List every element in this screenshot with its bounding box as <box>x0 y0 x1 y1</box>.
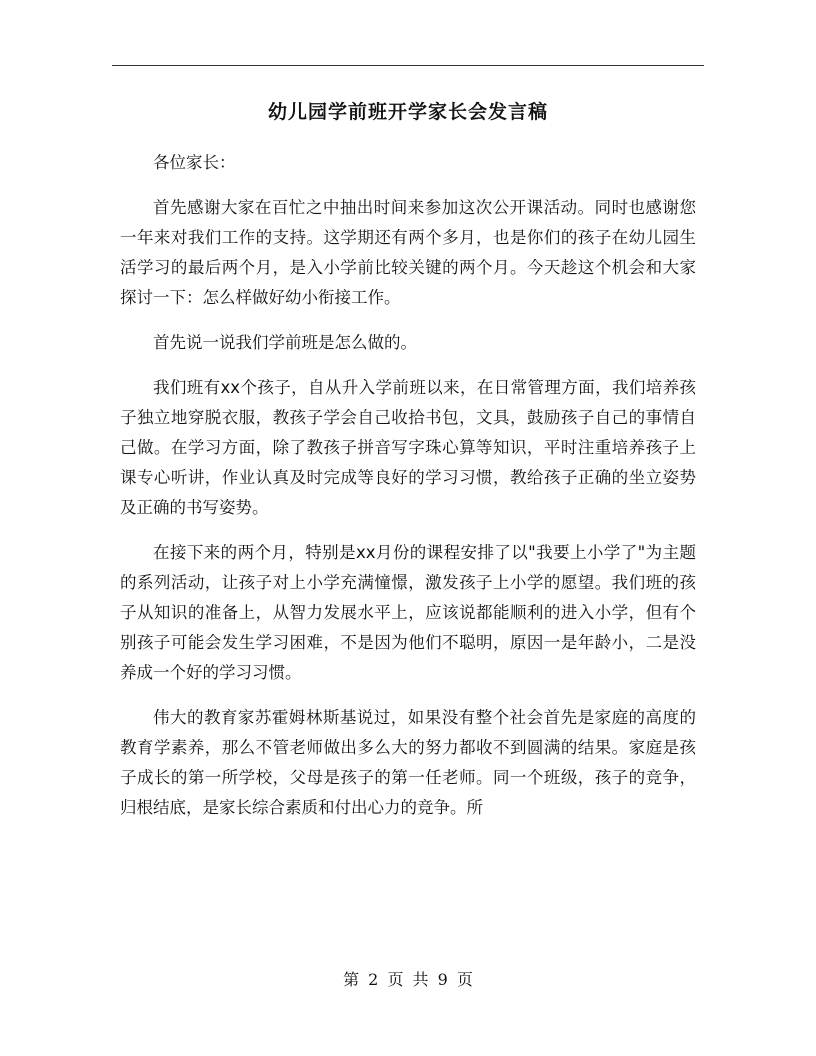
page-number-footer: 第 2 页 共 9 页 <box>343 970 473 989</box>
body-paragraph: 我们班有xx个孩子，自从升入学前班以来，在日常管理方面，我们培养孩子独立地穿脱衣服，教孩子学会自己收拾书包，文具，鼓励孩子自己的事情自己做。在学习方面，除了教孩子拼音写字珠心算等知识，平时注重培养孩子上课专心听讲，作业认真及时完成等良好的学习习惯，教给孩子正确的坐立姿势及正确的书写姿势。 <box>120 378 696 517</box>
salutation-paragraph: 各位家长： <box>153 153 236 172</box>
body-paragraph: 首先说一说我们学前班是怎么做的。 <box>153 333 417 352</box>
header-rule <box>112 65 704 66</box>
document-title: 幼儿园学前班开学家长会发言稿 <box>267 101 548 123</box>
document-body <box>120 148 696 823</box>
body-paragraph: 伟大的教育家苏霍姆林斯基说过，如果没有整个社会首先是家庭的高度的教育学素养，那么不管老师做出多么大的努力都收不到圆满的结果。家庭是孩子成长的第一所学校，父母是孩子的第一任老师。同一个班级，孩子的竞争，归根结底，是家长综合素质和付出心力的竞争。所 <box>120 708 696 817</box>
body-paragraph: 在接下来的两个月，特别是xx月份的课程安排了以"我要上小学了"为主题的系列活动，让孩子对上小学充满憧憬，激发孩子上小学的愿望。我们班的孩子从知识的准备上，从智力发展水平上，应该说都能顺利的进入小学，但有个别孩子可能会发生学习困难，不是因为他们不聪明，原因一是年龄小，二是没养成一个好的学习习惯。 <box>120 543 696 682</box>
body-paragraph: 首先感谢大家在百忙之中抽出时间来参加这次公开课活动。同时也感谢您一年来对我们工作的支持。这学期还有两个多月，也是你们的孩子在幼儿园生活学习的最后两个月，是入小学前比较关键的两个月。今天趁这个机会和大家探讨一下：怎么样做好幼小衔接工作。 <box>120 198 696 307</box>
